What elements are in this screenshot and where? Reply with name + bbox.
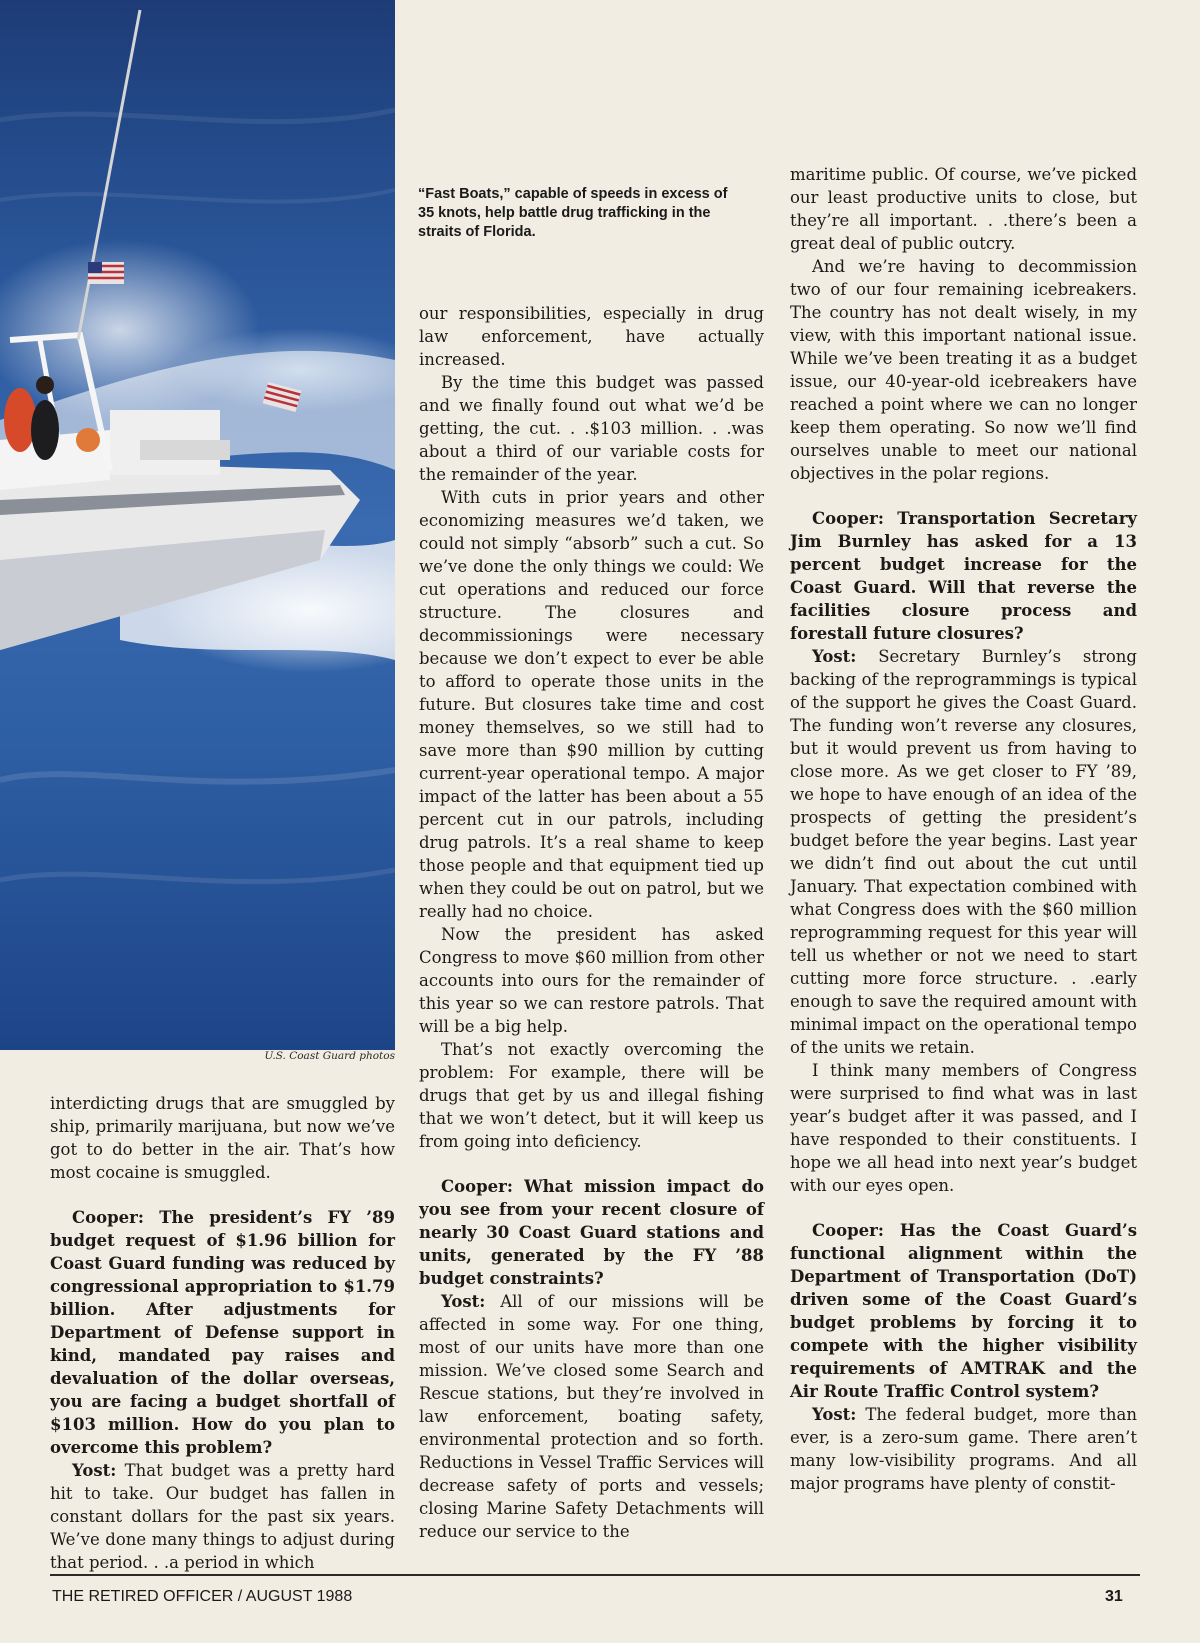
speaker-label: Yost:	[812, 1405, 857, 1424]
paragraph: That’s not exactly overcoming the problem: For example, there will be drugs that get by us and illegal fishing that we won’t detect, but it will keep us from going into deficiency.	[419, 1040, 764, 1151]
answer-text: Secretary Burnley’s strong backing of the reprogrammings is typical of the support he gives the Coast Guard. The funding won’t reverse any closures, but it would prevent us from having to close more. As we get closer to FY ’89, we hope to have enough of an idea of the prospects of getting the president’s budget before the year begins. Last year we didn’t find out about the cut until January. That expectation combined with what Congress does with the $60 million reprogramming request for this year will tell us whether or not we need to start cutting more force structure. . .early enough to save the required amount with minimal impact on the operational tempo of the units we retain.	[790, 647, 1137, 1057]
speaker-label: Yost:	[812, 647, 857, 666]
paragraph: our responsibilities, especially in drug law enforcement, have actually increased.	[419, 304, 764, 369]
interview-question: Cooper: The president’s FY ’89 budget request of $1.96 billion for Coast Guard funding was reduced by congressional appropriation to $1.79 billion. After adjustments for Department of Defense support in kind, mandated pay raises and devaluation of the dollar overseas, you are facing a budget shortfall of $103 million. How do you plan to overcome this problem?	[50, 1208, 395, 1457]
answer-text: That budget was a pretty hard hit to take. Our budget has fallen in constant dollars for the past six years. We’ve done many things to adjust during that period. . .a period in which	[50, 1461, 395, 1572]
interview-answer	[419, 1290, 764, 1543]
interview-answer	[790, 1403, 1137, 1495]
photo-caption: “Fast Boats,” capable of speeds in excess of 35 knots, help battle drug trafficking in the straits of Florida.	[418, 186, 728, 240]
article-column-1	[50, 1092, 395, 1574]
interview-question: Cooper: What mission impact do you see from your recent closure of nearly 30 Coast Guard stations and units, generated by the FY ’88 budget constraints?	[419, 1177, 764, 1288]
paragraph: I think many members of Congress were surprised to find what was in last year’s budget after it was passed, and I have responded to their constituents. I hope we all head into next year’s budget with our eyes open.	[790, 1061, 1137, 1195]
speaker-label: Yost:	[441, 1292, 486, 1311]
paragraph: interdicting drugs that are smuggled by ship, primarily marijuana, but now we’ve got to do better in the air. That’s how most cocaine is smuggled.	[50, 1094, 395, 1182]
paragraph: With cuts in prior years and other economizing measures we’d taken, we could not simply “absorb” such a cut. So we’ve done the only things we could: We cut operations and reduced our force structure. The closures and decommissionings were necessary because we don’t expect to ever be able to afford to operate those units in the future. But closures take time and cost money themselves, so we still had to save more than $90 million by cutting current-year operational tempo. A major impact of the latter has been about a 55 percent cut in our patrols, including drug patrols. It’s a real shame to keep those people and that equipment tied up when they could be out on patrol, but we really had no choice.	[419, 488, 764, 921]
publication-footer: THE RETIRED OFFICER / AUGUST 1988	[52, 1588, 353, 1605]
page-number: 31	[1105, 1588, 1123, 1605]
speaker-label: Yost:	[72, 1461, 117, 1480]
answer-text: All of our missions will be affected in some way. For one thing, most of our units have more than one mission. We’ve closed some Search and Rescue stations, but they’re involved in law enforcement, boating safety, environmental protection and so forth. Reductions in Vessel Traffic Services will decrease safety of ports and vessels; closing Marine Safety Detachments will reduce our service to the	[419, 1292, 764, 1541]
footer-rule	[50, 1574, 1140, 1576]
boat-photo	[0, 0, 395, 1050]
interview-question: Cooper: Has the Coast Guard’s functional alignment within the Department of Transportation (DoT) driven some of the Coast Guard’s budget problems by forcing it to compete with the higher visibility requirements of AMTRAK and the Air Route Traffic Control system?	[790, 1221, 1137, 1401]
fast-boat-illustration	[0, 0, 395, 1050]
paragraph: Now the president has asked Congress to move $60 million from other accounts into ours for the remainder of this year so we can restore patrols. That will be a big help.	[419, 925, 764, 1036]
paragraph: By the time this budget was passed and we finally found out what we’d be getting, the cut. . .$103 million. . .was about a third of our variable costs for the remainder of the year.	[419, 373, 764, 484]
answer-text: The federal budget, more than ever, is a zero-sum game. There aren’t many low-visibility programs. And all major programs have plenty of constit-	[790, 1405, 1137, 1493]
paragraph: maritime public. Of course, we’ve picked our least productive units to close, but they’re all important. . .there’s been a great deal of public outcry.	[790, 165, 1137, 253]
article-column-2	[419, 302, 764, 1543]
interview-answer	[50, 1459, 395, 1574]
article-column-3	[790, 163, 1137, 1495]
paragraph: And we’re having to decommission two of our four remaining icebreakers. The country has not dealt wisely, in my view, with this important national issue. While we’ve been treating it as a budget issue, our 40-year-old icebreakers have reached a point where we can no longer keep them operating. So now we’ll find ourselves unable to meet our national objectives in the polar regions.	[790, 257, 1137, 483]
interview-question: Cooper: Transportation Secretary Jim Burnley has asked for a 13 percent budget increase for the Coast Guard. Will that reverse the facilities closure process and forestall future closures?	[790, 509, 1137, 643]
interview-answer	[790, 645, 1137, 1059]
photo-credit: U.S. Coast Guard photos	[264, 1050, 395, 1062]
